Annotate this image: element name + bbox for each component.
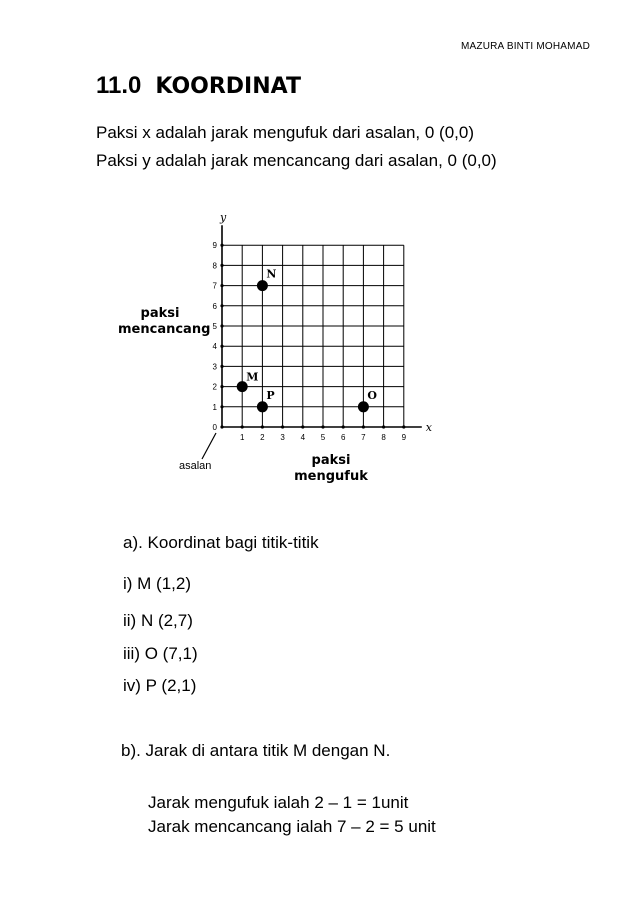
answer-vertical-distance: Jarak mencancang ialah 7 – 2 = 5 unit [148, 817, 436, 836]
y-tick-dot [220, 405, 223, 408]
x-tick-label: 5 [320, 433, 326, 442]
y-tick-label: 8 [212, 261, 217, 271]
x-tick-dot [402, 425, 405, 428]
answer-horizontal-distance: Jarak mengufuk ialah 2 – 1 = 1unit [148, 793, 409, 812]
x-axis-letter: x [425, 421, 433, 434]
coordinate-item: ii) N (2,7) [123, 611, 193, 630]
vertical-axis-label-line2: mencancang [118, 322, 211, 337]
point-o-dot [358, 401, 369, 412]
x-tick-dot [321, 425, 324, 428]
y-axis-letter: y [220, 211, 227, 225]
horizontal-axis-label-line2: mengufuk [294, 469, 368, 484]
vertical-axis-label [118, 306, 211, 338]
author-header: MAZURA BINTI MOHAMAD [460, 41, 590, 52]
x-tick-dot [241, 425, 244, 428]
x-tick-label: 8 [381, 433, 386, 442]
origin-label: asalan [179, 460, 212, 472]
x-tick-dot [281, 425, 284, 428]
point-p-dot [257, 401, 268, 412]
coordinate-item: i) M (1,2) [123, 574, 191, 593]
x-tick-label: 3 [280, 433, 285, 442]
horizontal-axis-label-line1: paksi [311, 453, 351, 468]
y-tick-dot [220, 425, 223, 428]
y-tick-label: 7 [212, 281, 217, 291]
point-m-label: M [246, 370, 259, 384]
y-tick-label: 5 [212, 322, 217, 331]
horizontal-axis-label [288, 453, 374, 485]
vertical-axis-label-line1: paksi [140, 306, 180, 321]
y-tick-label: 3 [212, 362, 217, 372]
coordinate-item: iv) P (2,1) [123, 676, 197, 695]
y-tick-label: 1 [212, 402, 217, 412]
x-tick-dot [362, 425, 365, 428]
intro-line-x: Paksi x adalah jarak mengufuk dari asalan, 0 (0,0) [96, 123, 474, 142]
y-tick-dot [220, 284, 223, 287]
y-tick-dot [220, 264, 223, 267]
y-tick-label: 4 [212, 342, 217, 352]
x-tick-dot [261, 425, 264, 428]
x-tick-label: 9 [401, 433, 407, 442]
y-tick-dot [220, 365, 223, 368]
coordinate-item: iii) O (7,1) [123, 644, 198, 663]
y-tick-dot [220, 304, 223, 307]
point-n-dot [257, 280, 268, 291]
section-number: 11.0 [96, 72, 142, 99]
x-tick-dot [342, 425, 345, 428]
x-tick-dot [382, 425, 385, 428]
y-tick-dot [220, 244, 223, 247]
x-tick-label: 7 [361, 433, 366, 442]
part-a-heading: a). Koordinat bagi titik-titik [123, 533, 319, 552]
part-b-heading: b). Jarak di antara titik M dengan N. [121, 741, 391, 760]
point-p-label: P [266, 388, 275, 402]
y-tick-label: 6 [212, 301, 217, 311]
intro-line-y: Paksi y adalah jarak mencancang dari asalan, 0 (0,0) [96, 151, 497, 170]
y-tick-dot [220, 385, 223, 388]
x-tick-label: 2 [260, 433, 265, 442]
x-tick-label: 4 [300, 433, 306, 442]
x-tick-label: 6 [340, 433, 346, 442]
x-tick-dot [301, 425, 304, 428]
section-title-word: KOORDINAT [155, 74, 301, 99]
x-tick-label: 1 [239, 433, 245, 442]
y-tick-label: 9 [212, 241, 217, 251]
y-tick-label: 2 [212, 382, 217, 392]
origin-pointer-line [202, 433, 216, 459]
point-o-label: O [367, 388, 377, 402]
y-tick-label: 0 [212, 423, 217, 432]
y-tick-dot [220, 324, 223, 327]
point-n-label: N [266, 267, 277, 281]
y-tick-dot [220, 345, 223, 348]
